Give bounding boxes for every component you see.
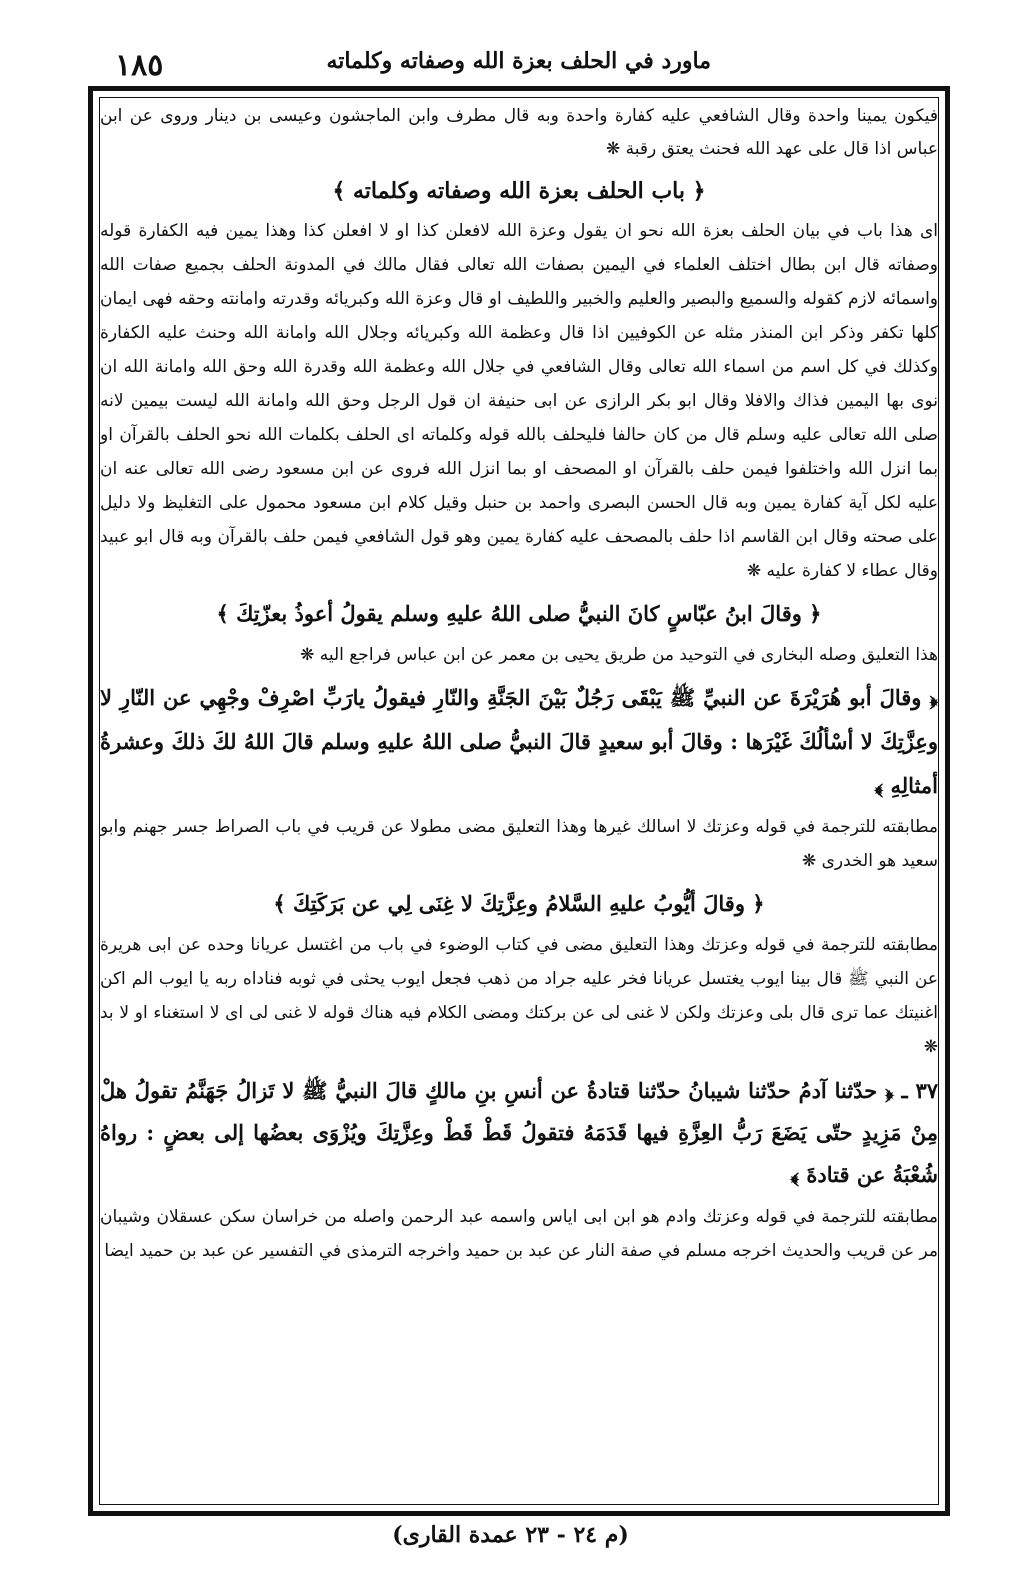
page-footer bbox=[0, 1522, 1021, 1562]
footer-signature: (م ٢٤ - ٢٣ عمدة القارى) bbox=[392, 1522, 629, 1548]
paragraph-commentary: مطابقته للترجمة في قوله وعزتك وهذا التعليق مضى في كتاب الوضوء في باب من اغتسل عريانا وحده عن ابى هريرة عن النبي ﷺ قال بينا ايوب يغتسل عريانا فخر عليه جراد من ذهب فجعل ايوب يحثى في ثوبه فناداه ربه يا ايوب الم اكن اغنيتك عما ترى قال بلى وعزتك ولكن لا غنى لى عن بركتك ومضى الكلام فيه هناك قوله لا غنى لى اى لا استغناء او لا بد ❋ bbox=[100, 935, 938, 1057]
page-body bbox=[100, 100, 938, 1504]
paragraph-commentary: مطابقته للترجمة في قوله وعزتك وادم هو ابن ابى اياس واسمه عبد الرحمن واصله من خراسان سكن عسقلان وشيبان مر عن قريب والحديث اخرجه مسلم في صفة النار عن عبد بن حميد واخرجه الترمذى في التفسير عن عبد بن حميد ايضا bbox=[100, 1207, 938, 1261]
paragraph-commentary: مطابقته للترجمة في قوله وعزتك لا اسالك غيرها وهذا التعليق مضى مطولا عن قريب في باب الصراط جسر جهنم وابو سعيد هو الخدرى ❋ bbox=[100, 817, 938, 871]
hadith-37: ٣٧ ـ ﴿ حدّثنا آدمُ حدّثنا شيبانُ حدّثنا قتادةُ عن أنسِ بنِ مالكٍ قالَ النبيُّ ﷺ لا تَزالُ جَهَنَّمُ تقولُ هلْ مِنْ مَزِيدٍ حتّى يَضَعَ رَبُّ العِزَّةِ فيها قَدَمَهُ فتقولُ قَطْ قَطْ وعِزَّتِكَ ويُزْوَى بعضُها إلى بعضٍ : رواهُ شُعْبَةُ عن قتادةَ ﴾ bbox=[100, 1078, 938, 1187]
running-title: ماورد في الحلف بعزة الله وصفاته وكلماته bbox=[326, 48, 711, 74]
page-number: ١٨٥ bbox=[115, 48, 164, 83]
quote-ibn-abbas: ﴿ وقالَ ابنُ عبّاسٍ كانَ النبيُّ صلى اللهُ عليهِ وسلم يقولُ أعوذُ بعزّتِكَ ﴾ bbox=[216, 601, 822, 626]
page-header bbox=[0, 40, 1021, 90]
paragraph-continuation: فيكون يمينا واحدة وقال الشافعي عليه كفارة واحدة وبه قال مطرف وابن الماجشون وعيسى بن دينار وروى عن ابن عباس اذا قال على عهد الله فحنث يعتق رقبة ❋ bbox=[100, 106, 938, 159]
paragraph-commentary: هذا التعليق وصله البخارى في التوحيد من طريق يحيى بن معمر عن ابن عباس فراجع اليه ❋ bbox=[300, 645, 938, 665]
paragraph-commentary: اى هذا باب في بيان الحلف بعزة الله نحو ان يقول وعزة الله لافعلن كذا او لا افعلن كذا وهذا يمين فيه الكفارة قوله وصفاته قال ابن بطال اختلف العلماء في اليمين بصفات الله تعالى فقال مالك في المدونة الحلف بجميع صفات الله واسمائه لازم كقوله والسميع والبصير والعليم والخبير واللطيف او قال وعزة الله وكبريائه وقدرته وامانته وحقه فهى ايمان كلها تكفر وذكر ابن المنذر مثله عن الكوفيين اذا قال وعظمة الله وكبريائه وجلال الله وامانة الله وحنث عليه الكفارة وكذلك في كل اسم من اسماء الله تعالى وقال الشافعي في جلال الله وعظمة الله وقدرة الله وحق الله وامانة الله ان نوى بها اليمين فذاك والافلا وقال ابو بكر الرازى عن ابى حنيفة ان قول الرجل وحق الله وامانة الله ليست بيمين لانه صلى الله تعالى عليه وسلم قال من كان حالفا فليحلف بالله قوله وكلماته اى الحلف بكلمات الله نحو الحلف بالقرآن او بما انزل الله واختلفوا فيمن حلف بالقرآن او المصحف او بما انزل الله فروى عن ابن مسعود رضى الله تعالى عنه ان عليه لكل آية كفارة يمين وبه قال الحسن البصرى واحمد بن حنبل وقيل كلام ابن مسعود محمول على التغليظ ولا دليل على صحته وقال ابن القاسم اذا حلف بالمصحف عليه كفارة يمين وهو قول الشافعي فيمن حلف بالقرآن وبه قال ابو عبيد وقال عطاء لا كفارة عليه ❋ bbox=[100, 221, 938, 581]
quote-abu-hurayra: ﴿ وقالَ أبو هُرَيْرَةَ عن النبيِّ ﷺ يَبْقَى رَجُلٌ بَيْنَ الجَنَّةِ والنّارِ فيقولُ يارَبِّ اصْرِفْ وجْهِي عن النّارِ لا وعِزَّتِكَ لا أسْألُكَ غَيْرَها : وقالَ أبو سعيدٍ قالَ النبيُّ صلى اللهُ عليهِ وسلم قالَ اللهُ لكَ ذلكَ وعشرةُ أمثالِهِ ﴾ bbox=[100, 685, 938, 798]
chapter-heading: ﴿ باب الحلف بعزة الله وصفاته وكلماته ﴾ bbox=[332, 178, 706, 204]
quote-ayyub: ﴿ وقالَ أيُّوبُ عليهِ السَّلامُ وعِزَّتِكَ لا غِنَى لِي عن بَرَكَتِكَ ﴾ bbox=[273, 891, 765, 916]
